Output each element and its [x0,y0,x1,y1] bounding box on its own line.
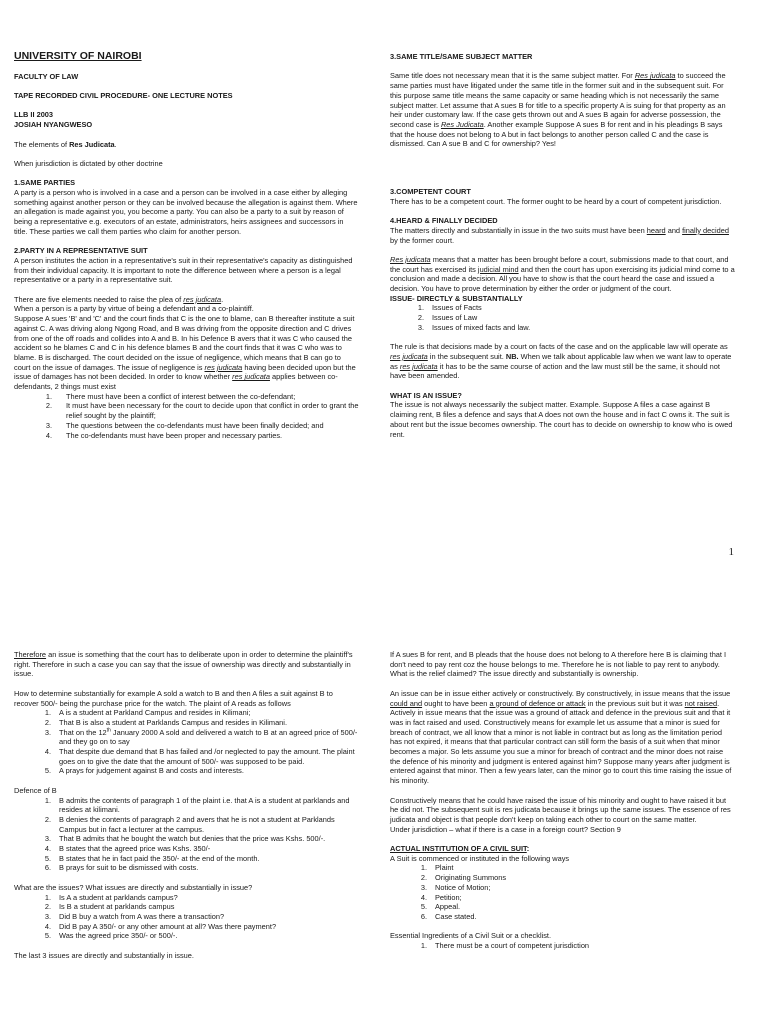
constructively-text: Constructively means that he could have raised the issue of his minority and ought to have raised it but he did not. The subsequent suit is res judicata because it brings up the same issues. The essence of res judicata and object is that people don't keep on taking each other to court on the same matter. [390,795,731,824]
list-item: 1. B admits the contents of paragraph 1 of the plaint i.e. that A is a student at parklands and resides at kilimani. [44,795,350,815]
heard-decided-heading: 4.HEARD & FINALLY DECIDED [390,216,498,226]
page2-left-column [14,650,359,970]
co-defendant-conditions-list [14,392,359,441]
list-item: 3. Notice of Motion; [420,882,491,892]
author-name: JOSIAH NYANGWESO [14,120,93,130]
representative-suit-text: A person institutes the action in a representative's suit in their representative's capacity as distinguished from their individual capacity. It is important to note the difference between where a person is a legal representative or a party in a representative suit. [14,255,353,285]
list-item: 4. B states that the agreed price was Kshs. 350/- [44,844,211,854]
list-item: 1. Issues of Facts [417,303,482,313]
list-item: 3. The questions between the co-defendants must have been finally decided; and [45,420,324,430]
co-defendant-example: Suppose A sues 'B' and 'C' and the court finds that C is the one to blame, can B thereafter institute a suit against C. A was driving along Ngong Road, and B was driving from the opposite direction and C drives from one of the off roads and collides into A and B. In his Defence B avers that it was C who caused the accident so he blames C and C in his defence blames B and the court finds that it was C who was to blame. B is discharged. The court decided on the issue of negligence, which means that B can go to court on the issue of damages. The issue of negligence is res judicata having been decided upon but the issue of damages has not been decided. In order to know whether res judicata applies between co-defendants, 2 things must exist [14,314,356,392]
actual-institution-heading: ACTUAL INSTITUTION OF A CIVIL SUIT: [390,844,530,854]
how-to-determine-text: How to determine substantially for example A sold a watch to B and then A files a suit against B to recover 500/- being the purchase price for the watch. The plaint of A reads as follows [14,688,333,708]
list-item: 2. Originating Summons [420,873,507,883]
issue-heading: ISSUE- DIRECTLY & SUBSTANTIALLY [390,293,523,303]
list-item: 5. Was the agreed price 350/- or 500/-. [44,931,178,941]
questions-intro: What are the issues? What issues are directly and substantially in issue? [14,882,253,892]
list-item: 1. A is a student at Parkland Campus and resides in Kilimani; [44,708,251,718]
essentials-list [390,941,735,951]
competent-court-text: There has to be a competent court. The former ought to be heard by a court of competent jurisdiction. [390,196,722,206]
list-item: 4. Did B pay A 350/- or any other amount at all? Was there payment? [44,921,277,931]
heard-decided-text: The matters directly and substantially in issue in the two suits must have been heard and finally decided by the former court. [390,225,729,245]
notes-title: TAPE RECORDED CIVIL PROCEDURE- ONE LECTURE NOTES [14,91,233,101]
list-item: 3. Issues of mixed facts and law. [417,322,531,332]
list-item: 6. B prays for suit to be dismissed with costs. [44,863,199,873]
list-item: 3. Did B buy a watch from A was there a transaction? [44,911,225,921]
under-jurisdiction-line: Under jurisdiction – what if there is a case in a foreign court? Section 9 [390,824,621,834]
document-page-2 [0,630,768,1024]
page1-right-column [390,52,735,449]
representative-suit-heading: 2.PARTY IN A REPRESENTATIVE SUIT [14,246,148,256]
rule-text: The rule is that decisions made by a court on facts of the case and on the applicable law will operate as res judicata in the subsequent suit. NB. When we talk about applicable law when we want law to operate as res judicata it has to be the same course of action and the law must still be the same, it should not have been amended. [390,342,732,381]
list-item: 1. There must have been a conflict of interest between the co-defendant; [45,391,296,401]
last-three-issues: The last 3 issues are directly and substantially in issue. [14,950,194,960]
defence-heading: Defence of B [14,785,57,795]
same-parties-text: A party is a person who is involved in a case and a person can be involved in a case either by alleging something against another person or they can be involved because the allegation is against them. Where an allegation is made against you, you become a party. You can also be a party to a suit by reason of being a representative e.g. executors of an estate, administrators, heirs assignees and successors in title. These parties we call them parties who claim for another person. [14,188,358,236]
list-item: 1. Is A a student at parklands campus? [44,892,178,902]
suit-commenced-line: A Suit is commenced or instituted in the following ways [390,853,570,863]
rent-example-text: If A sues B for rent, and B pleads that the house does not belong to A therefore here B is claiming that I don't need to pay rent coz the house belongs to me. Therefore he is not liable to pay rent to anybody. What is the relief claimed? The issue directly and substantially is ownership. [390,650,727,679]
list-item: 4. That despite due demand that B has failed and /or neglected to pay the amount. The plaint goes on to give the date that the amount of 500/- was supposed to be paid. [44,747,355,766]
list-item: 3. That on the 12th January 2000 A sold and delivered a watch to B at an agreed price of 500/- and they go on to say [44,727,358,747]
questions-list [14,893,359,942]
institution-ways-list [390,863,735,921]
essential-ingredients-line: Essential Ingredients of a Civil Suit or a checklist. [390,931,552,941]
faculty-name: FACULTY OF LAW [14,71,79,81]
plaint-list [14,708,359,776]
what-is-issue-text: The issue is not always necessarily the subject matter. Example. Suppose A files a case against B claiming rent, B files a defence and says that A does not own the house and in fact C owns it. The suit is about rent but the issue becomes ownership. The court has to decide on ownership to know who is owed rent. [390,400,733,439]
page2-right-column [390,650,735,960]
same-title-heading: 3.SAME TITLE/SAME SUBJECT MATTER [390,52,533,61]
issue-types-list [390,303,735,332]
list-item: 2. B denies the contents of paragraph 2 and avers that he is not a student at Parklands Campus but in fact a lecturer at the campus. [44,814,335,834]
jurisdiction-line: When jurisdiction is dictated by other doctrine [14,158,163,168]
defence-list [14,796,359,874]
issue-either-text: An issue can be in issue either actively or constructively. By constructively, in issue means that the issue could and ought to have been a ground of defence or attack in the previous suit but it was not raised. Actively in issue means that the issue was a ground of attack and defence in the previous suit and that it was in fact raised and used. Constructively means for example let us assume that a minor is sued for breach of contract, we all know that a minor is not liable in contract but as long as the limitation period has not expired, it means that that particular contract can still form the basis of a suit when that minor becomes a major. So lets assume you sue a minor for breach of contract and the minor does not raise the defence of his minority and judgment is entered against him? Suppose many years after judgment is entered against that minor. Then a few years later, can the minor go to court this time raising the issue of his minority. [390,688,732,786]
list-item: 4. Petition; [420,892,462,902]
list-item: 2. Issues of Law [417,313,478,323]
therefore-text: Therefore an issue is something that the court has to deliberate upon in order to determine the plaintiff's right. Therefore in such a case you can say that the issue of ownership was directly and substantially in issue. [14,650,353,679]
university-name: UNIVERSITY OF NAIROBI [14,50,142,62]
list-item: 4. The co-defendants must have been proper and necessary parties. [45,430,283,440]
list-item: 5. Appeal. [420,902,461,912]
elements-line: The elements of Res Judicata. [14,139,117,149]
list-item: 5. B states that he in fact paid the 350/- at the end of the month. [44,853,260,863]
list-item: 2. Is B a student at parklands campus [44,902,175,912]
page-number: 1 [728,546,734,558]
same-parties-heading: 1.SAME PARTIES [14,178,76,188]
list-item: 6. Case stated. [420,911,477,921]
list-item: 2. It must have been necessary for the court to decide upon that conflict in order to grant the relief sought by the plaintiff; [45,401,359,421]
res-judicata-meaning: Res judicata means that a matter has been brought before a court, submissions made to that court, and the court has exercised its judicial mind and then the court has upon exercising its judicial mind come to a conclusion and made a decision. All you have to show is that the court heard the case and issued a decision. You have to prove determination by either the order or judgment of the court. [390,254,735,294]
list-item: 2. That B is also a student at Parklands Campus and resides in Kilimani. [44,717,287,727]
list-item: 1. There must be a court of competent jurisdiction [420,941,590,951]
competent-court-heading: 3.COMPETENT COURT [390,187,471,197]
course-code: LLB II 2003 [14,110,54,120]
list-item: 5. A prays for judgement against B and costs and interests. [44,766,244,776]
list-item: 1. Plaint [420,863,454,873]
what-is-issue-heading: WHAT IS AN ISSUE? [390,390,462,400]
five-elements-line: There are five elements needed to raise the plea of res judicata. [14,294,224,304]
same-title-text: Same title does not necessary mean that it is the same subject matter. For Res judicata to succeed the same parties must have litigated under the same title in the former suit and in the subsequent suit. For this purpose same title means the same capacity or same heading which is not necessarily the same subject matter. Let assume that A sues B for title to a specific property A is suing for that property as an heir under customary law. If the case gets thrown out and A sues B again for adverse possession, the second case is Res Judicata. Another example Suppose A sues B for rent and in his pleadings B says that the house does not belong to A but in fact belongs to another person called C and the case is dismissed. Can A sue B and C for ownership? Yes! [390,71,726,149]
list-item: 3. That B admits that he bought the watch but denies that the price was Kshs. 500/-. [44,834,326,844]
when-person-line: When a person is a party by virtue of being a defendant and a co-plaintiff. [14,304,254,314]
page-gap [0,590,768,630]
page1-left-column [14,50,359,450]
